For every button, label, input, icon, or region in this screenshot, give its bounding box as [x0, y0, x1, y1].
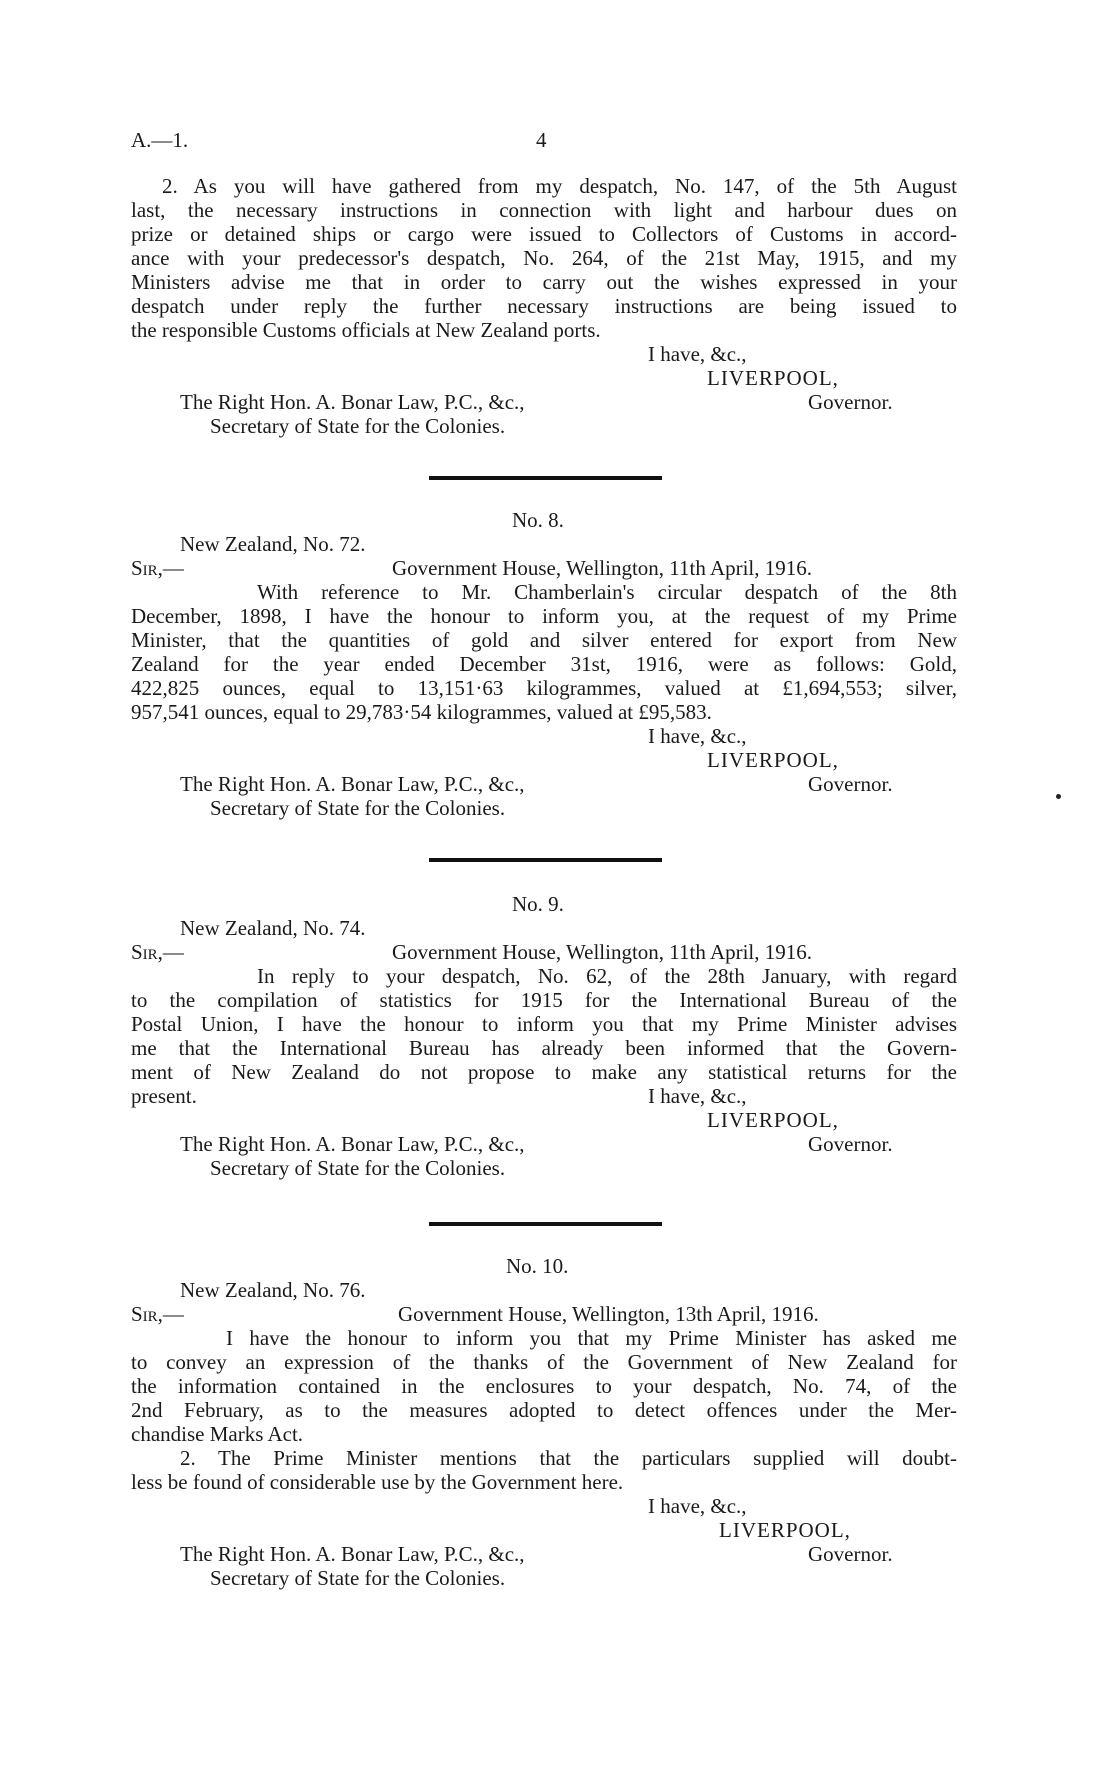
letter10-place-date: Government House, Wellington, 13th April, 1916. [398, 1302, 819, 1326]
letter10-line: 2nd February, as to the measures adopted to detect offences under the Mer- [131, 1398, 957, 1422]
letter8-line: With reference to Mr. Chamberlain's circular despatch of the 8th [257, 580, 957, 604]
letter9-line: ment of New Zealand do not propose to make any statistical returns for the [131, 1060, 957, 1084]
letter9-line: Postal Union, I have the honour to inform you that my Prime Minister advises [131, 1012, 957, 1036]
letter9-line: present. [131, 1084, 197, 1108]
letter9-closing: I have, &c., [648, 1084, 747, 1108]
letter7-line: last, the necessary instructions in connection with light and harbour dues on [131, 198, 957, 222]
letter10-recipient-office: Secretary of State for the Colonies. [210, 1566, 506, 1590]
letter8-governor: Governor. [808, 772, 893, 796]
section-divider [429, 476, 662, 480]
letter7-closing: I have, &c., [648, 342, 747, 366]
letter8-line: 957,541 ounces, equal to 29,783·54 kilogrammes, valued at £95,583. [131, 700, 712, 724]
letter8-closing: I have, &c., [648, 724, 747, 748]
letter8-line: Minister, that the quantities of gold and silver entered for export from New [131, 628, 957, 652]
letter10-line: to convey an expression of the thanks of the Government of New Zealand for [131, 1350, 957, 1374]
letter10-governor: Governor. [808, 1542, 893, 1566]
letter10-salutation: Sir,— [131, 1302, 184, 1326]
letter7-body [131, 174, 957, 342]
letter9-line: to the compilation of statistics for 1915 for the International Bureau of the [131, 988, 957, 1012]
letter10-line: 2. The Prime Minister mentions that the particulars supplied will doubt- [180, 1446, 957, 1470]
letter9-line: In reply to your despatch, No. 62, of the 28th January, with regard [257, 964, 957, 988]
letter7-recipient-office: Secretary of State for the Colonies. [210, 414, 506, 438]
letter9-body [131, 964, 957, 1108]
letter7-signature: LIVERPOOL, [707, 366, 839, 390]
letter10-reference: New Zealand, No. 76. [180, 1278, 366, 1302]
letter7-governor: Governor. [808, 390, 893, 414]
letter9-signature: LIVERPOOL, [707, 1108, 839, 1132]
letter9-recipient-office: Secretary of State for the Colonies. [210, 1156, 506, 1180]
letter8-signature: LIVERPOOL, [707, 748, 839, 772]
letter8-reference: New Zealand, No. 72. [180, 532, 366, 556]
document-reference: A.—1. [131, 128, 189, 152]
letter7-line: ance with your predecessor's despatch, No. 264, of the 21st May, 1915, and my [131, 246, 957, 270]
letter8-recipient-office: Secretary of State for the Colonies. [210, 796, 506, 820]
letter8-line: December, 1898, I have the honour to inform you, at the request of my Prime [131, 604, 957, 628]
letter8-line: 422,825 ounces, equal to 13,151·63 kilogrammes, valued at £1,694,553; silver, [131, 676, 957, 700]
letter9-governor: Governor. [808, 1132, 893, 1156]
letter9-number: No. 9. [512, 892, 564, 916]
page-number: 4 [536, 128, 547, 152]
scan-speck [1056, 794, 1061, 799]
section-divider [429, 858, 662, 862]
letter9-place-date: Government House, Wellington, 11th April, 1916. [392, 940, 813, 964]
letter10-line: chandise Marks Act. [131, 1422, 304, 1446]
letter10-recipient: The Right Hon. A. Bonar Law, P.C., &c., [180, 1542, 525, 1566]
letter10-body [131, 1326, 957, 1494]
letter8-salutation: Sir,— [131, 556, 184, 580]
letter10-signature: LIVERPOOL, [719, 1518, 851, 1542]
letter9-recipient: The Right Hon. A. Bonar Law, P.C., &c., [180, 1132, 525, 1156]
letter8-recipient: The Right Hon. A. Bonar Law, P.C., &c., [180, 772, 525, 796]
letter9-salutation: Sir,— [131, 940, 184, 964]
letter7-line: 2. As you will have gathered from my despatch, No. 147, of the 5th August [162, 174, 957, 198]
letter9-reference: New Zealand, No. 74. [180, 916, 366, 940]
letter7-line: prize or detained ships or cargo were issued to Collectors of Customs in accord- [131, 222, 957, 246]
letter10-line: I have the honour to inform you that my Prime Minister has asked me [226, 1326, 957, 1350]
letter10-closing: I have, &c., [648, 1494, 747, 1518]
section-divider [429, 1222, 662, 1226]
letter8-line: Zealand for the year ended December 31st, 1916, were as follows: Gold, [131, 652, 957, 676]
letter7-line: Ministers advise me that in order to carry out the wishes expressed in your [131, 270, 957, 294]
letter7-line: the responsible Customs officials at New Zealand ports. [131, 318, 601, 342]
letter10-line: the information contained in the enclosures to your despatch, No. 74, of the [131, 1374, 957, 1398]
letter8-number: No. 8. [512, 508, 564, 532]
letter9-line: me that the International Bureau has already been informed that the Govern- [131, 1036, 957, 1060]
letter10-number: No. 10. [506, 1254, 569, 1278]
letter7-line: despatch under reply the further necessary instructions are being issued to [131, 294, 957, 318]
letter7-recipient: The Right Hon. A. Bonar Law, P.C., &c., [180, 390, 525, 414]
letter8-body [131, 580, 957, 724]
letter8-place-date: Government House, Wellington, 11th April, 1916. [392, 556, 813, 580]
letter10-line: less be found of considerable use by the Government here. [131, 1470, 624, 1494]
